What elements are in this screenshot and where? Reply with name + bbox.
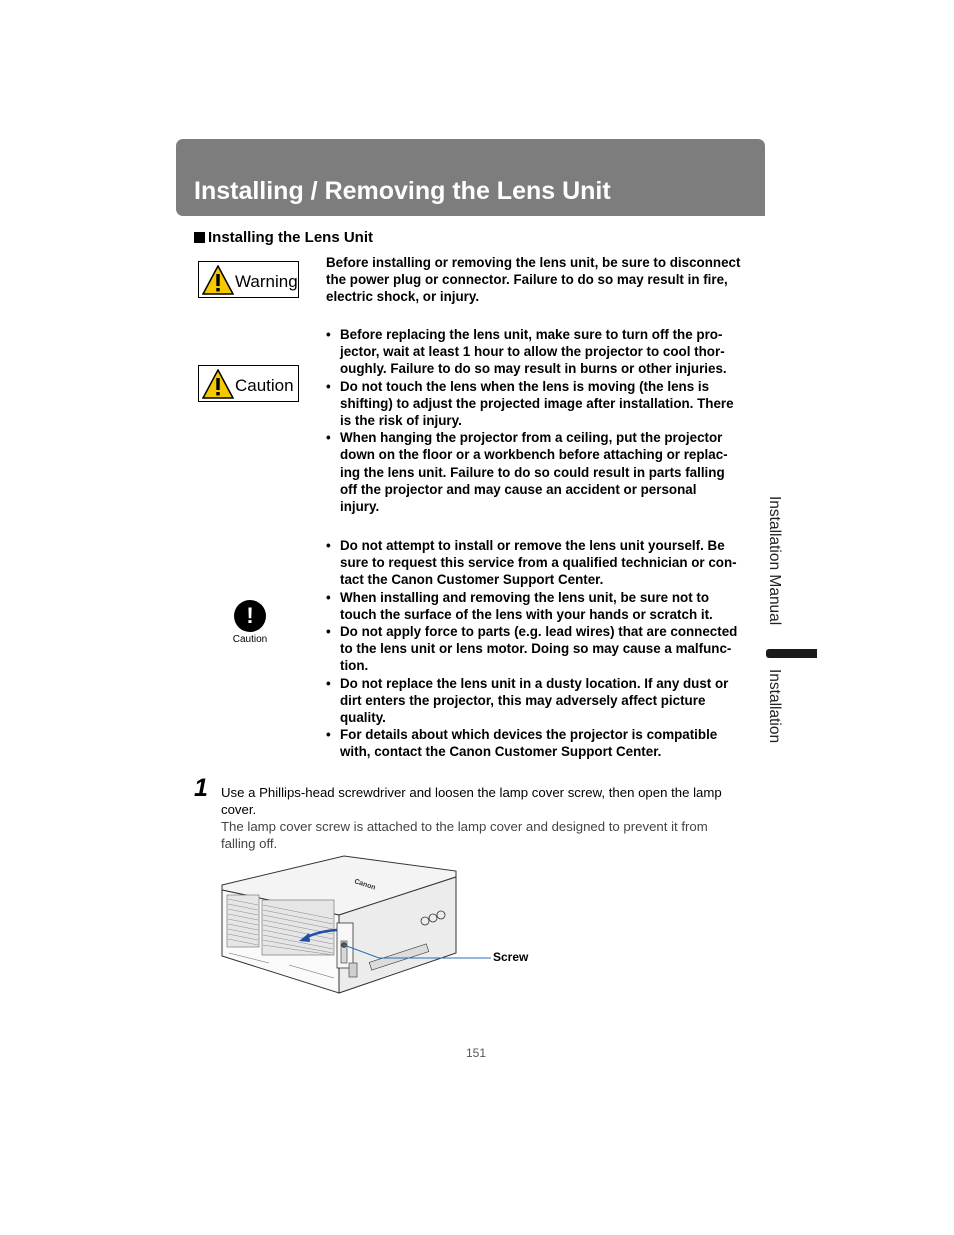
warning-line: Before installing or removing the lens unit, be sure to disconnect: [326, 255, 741, 270]
note-line: tion.: [340, 658, 369, 674]
caution-line: is the risk of injury.: [340, 413, 462, 429]
caution-mark: [230, 600, 270, 645]
note-line: • Do not apply force to parts (e.g. lead wires) that are connected: [340, 624, 738, 640]
caution-line: • Before replacing the lens unit, make sure to turn off the pro-: [340, 327, 723, 342]
caution-line: ing the lens unit. Failure to do so could result in parts falling: [340, 464, 725, 480]
projector-illustration: [219, 853, 539, 998]
note-line: tact the Canon Customer Support Center.: [340, 572, 604, 588]
caution-label: [198, 365, 299, 402]
side-tab-installation-manual[interactable]: Installation Manual: [766, 496, 783, 626]
note-line: dirt enters the projector, this may adversely affect picture: [340, 692, 706, 708]
exclamation-icon: !: [234, 600, 266, 632]
caution-caption: Caution: [232, 634, 268, 645]
note-line: • When installing and removing the lens unit, be sure not to: [340, 589, 710, 605]
side-tab-indicator: [766, 649, 817, 658]
note-line: quality.: [340, 710, 386, 726]
note-line: with, contact the Canon Customer Support Center.: [340, 744, 662, 760]
list-item: [326, 378, 756, 430]
warning-text: [326, 254, 756, 306]
side-tab-installation[interactable]: Installation: [766, 669, 783, 744]
list-item: [326, 623, 756, 675]
warning-line: the power plug or connector. Failure to do so may result in fire,: [326, 272, 728, 288]
caution-note-text: [326, 537, 756, 761]
caution-label-text: Caution: [235, 376, 294, 395]
square-bullet-icon: [194, 232, 205, 243]
step-text: [221, 784, 761, 852]
caution-line: injury.: [340, 499, 380, 515]
list-item: [326, 537, 756, 589]
caution-line: shifting) to adjust the projected image after installation. There: [340, 395, 734, 411]
step-number: 1: [194, 774, 208, 802]
list-item: [326, 675, 756, 727]
screw-callout-label: Screw: [493, 950, 529, 964]
list-item: [326, 429, 756, 515]
caution-line: jector, wait at least 1 hour to allow the projector to cool thor-: [340, 344, 725, 360]
step-instruction-line: cover.: [221, 802, 257, 817]
step-instruction-line: Use a Phillips-head screwdriver and loosen the lamp cover screw, then open the lamp: [221, 785, 722, 800]
caution-line: down on the floor or a workbench before attaching or replac-: [340, 447, 728, 463]
section-heading: [194, 229, 373, 246]
warning-label-text: Warning: [235, 272, 298, 291]
title-bar: [176, 139, 765, 216]
caution-triangle-icon: [202, 369, 234, 399]
note-line: to the lens unit or lens motor. Doing so may cause a malfunc-: [340, 641, 732, 657]
note-line: touch the surface of the lens with your hands or scratch it.: [340, 606, 713, 622]
caution-line: oughly. Failure to do so may result in burns or other injuries.: [340, 361, 727, 377]
section-heading-text: Installing the Lens Unit: [208, 229, 374, 246]
step-note-line: falling off.: [221, 836, 278, 851]
caution-line: • Do not touch the lens when the lens is moving (the lens is: [340, 378, 710, 394]
note-line: • Do not attempt to install or remove the lens unit yourself. Be: [340, 538, 725, 553]
caution-text: [326, 326, 756, 515]
list-item: [326, 589, 756, 623]
warning-line: electric shock, or injury.: [326, 289, 480, 305]
list-item: [326, 326, 756, 378]
page-number: 151: [466, 1046, 487, 1060]
caution-line: off the projector and may cause an accident or personal: [340, 481, 697, 497]
note-line: sure to request this service from a qualified technician or con-: [340, 555, 737, 571]
warning-triangle-icon: [202, 265, 234, 295]
note-line: • For details about which devices the projector is compatible: [340, 727, 718, 743]
warning-label: [198, 261, 299, 298]
note-line: • Do not replace the lens unit in a dusty location. If any dust or: [340, 675, 729, 691]
caution-line: • When hanging the projector from a ceiling, put the projector: [340, 430, 723, 446]
brand-logo: Canon: [353, 878, 377, 892]
list-item: [326, 726, 756, 760]
page-title: Installing / Removing the Lens Unit: [194, 177, 611, 205]
step-note-line: The lamp cover screw is attached to the lamp cover and designed to prevent it from: [221, 819, 708, 834]
